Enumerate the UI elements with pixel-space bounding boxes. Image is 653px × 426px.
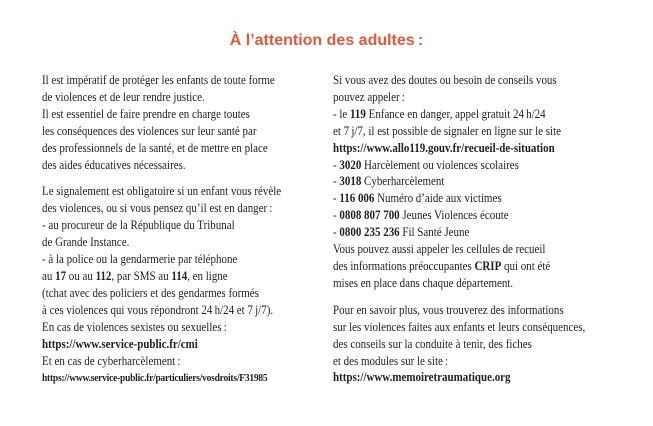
text-segment: les conséquences des violences sur leur santé par [42,123,257,138]
text-line [42,89,338,106]
text-line [42,319,338,336]
emphasis-text: 119 [350,106,366,121]
text-segment: - au procureur de la République du Tribunal [42,218,235,233]
paragraph [42,72,338,173]
text-segment: Enfance en danger, appel gratuit 24 h/24 [365,106,546,121]
text-line [333,319,629,336]
text-segment: Si vous avez des doutes ou besoin de conseils vous [333,73,557,87]
text-line [333,140,629,157]
url-service-public-f31985: https://www.service-public.fr/particuliers/vosdroits/F31985 [42,372,268,385]
text-line [333,123,629,140]
text-segment: Il est essentiel de faire prendre en charge toutes [42,106,250,121]
paragraph [42,183,338,387]
text-segment: des aides éducatives nécessaires. [42,157,186,172]
text-line [333,106,629,123]
text-segment: des violences, ou si vous pensez qu’il est en danger : [42,201,273,216]
text-segment: pouvez appeler : [333,89,405,104]
text-line [333,72,629,89]
text-line [333,173,629,190]
text-line [333,89,629,106]
text-segment: Il est impératif de protéger les enfants de toute forme [42,73,275,87]
text-line [333,224,629,241]
text-segment: Fil Santé Jeune [399,225,470,240]
text-segment: des conseils sur la conduite à tenir, des fiches [333,336,532,351]
emphasis-text: 114 [171,268,188,283]
text-line [42,157,338,174]
text-segment: - [333,157,340,172]
text-line [333,157,629,174]
emphasis-text: 0800 235 236 [339,225,400,240]
emphasis-text: 3018 [339,174,362,189]
page-title: À l’attention des adultes : [229,32,424,49]
text-line [42,217,338,234]
left-column [42,72,338,387]
text-line [333,336,629,353]
text-line [333,258,629,275]
text-segment: Et en cas de cyberharcèlement : [42,353,181,368]
paragraph [333,302,629,387]
text-line [42,140,338,157]
text-segment: des informations préoccupantes [333,258,475,273]
text-segment: et 7 j/7, il est possible de signaler en ligne sur le site [333,123,561,138]
text-line [42,268,338,285]
text-segment: En cas de violences sexistes ou sexuelles : [42,319,227,334]
emphasis-text: CRIP [474,258,502,273]
emphasis-text: 3020 [339,157,362,172]
text-segment: , par SMS au [111,268,172,283]
text-line [42,251,338,268]
text-segment: mises en place dans chaque département. [333,275,514,290]
text-segment: au [42,268,56,283]
text-line [333,207,629,224]
text-segment: - [333,208,340,223]
text-segment: Le signalement est obligatoire si un enfant vous révèle [42,184,282,199]
text-segment: de violences et de leur rendre justice. [42,89,205,104]
text-segment: Vous pouvez aussi appeler les cellules de recueil [333,242,546,257]
text-segment: - [333,225,340,240]
text-segment: ou au [66,268,96,283]
emphasis-text: 0808 807 700 [339,208,400,223]
text-segment: Pour en savoir plus, vous trouverez des informations [333,302,564,317]
text-segment: des professionnels de la santé, et de mettre en place [42,140,268,155]
text-segment: - [333,174,340,189]
text-line [333,241,629,258]
text-segment: , en ligne [187,268,228,283]
text-segment: Jeunes Violences écoute [399,208,509,223]
text-segment: de Grande Instance. [42,235,130,250]
text-segment: - [333,191,340,206]
text-segment: - à la police ou la gendarmerie par téléphone [42,252,238,267]
text-line [333,190,629,207]
text-segment: et des modules sur le site : [333,353,449,368]
text-line [42,302,338,319]
url-allo119: https://www.allo119.gouv.fr/recueil-de-situation [333,140,555,155]
text-segment: Harcèlement ou violences scolaires [361,157,519,172]
emphasis-text: 112 [95,268,112,283]
text-line [42,72,338,89]
text-segment: Cyberharcèlement [361,174,445,189]
text-segment: Numéro d’aide aux victimes [374,191,502,206]
text-line [42,123,338,140]
right-column [333,72,629,386]
text-line [333,353,629,370]
text-line [42,200,338,217]
text-segment: - le [333,106,351,121]
text-line [42,234,338,251]
text-line [42,285,338,302]
text-line [42,183,338,200]
text-line [42,353,338,370]
text-segment: qui ont été [501,258,551,273]
text-line [333,275,629,292]
text-line [42,106,338,123]
text-segment: (tchat avec des policiers et des gendarmes formés [42,285,259,300]
url-service-public-cmi: https://www.service-public.fr/cmi [42,336,198,351]
url-memoiretraumatique: https://www.memoiretraumatique.org [333,370,511,385]
text-line [333,302,629,319]
emphasis-text: 116 006 [339,191,375,206]
text-segment: à ces violences qui vous répondront 24 h/24 et 7 j/7). [42,302,274,317]
text-line [42,369,338,387]
paragraph [333,72,629,292]
text-segment: sur les violences faites aux enfants et leurs conséquences, [333,319,586,334]
emphasis-text: 17 [55,268,67,283]
text-line [333,369,629,386]
text-line [42,336,338,353]
